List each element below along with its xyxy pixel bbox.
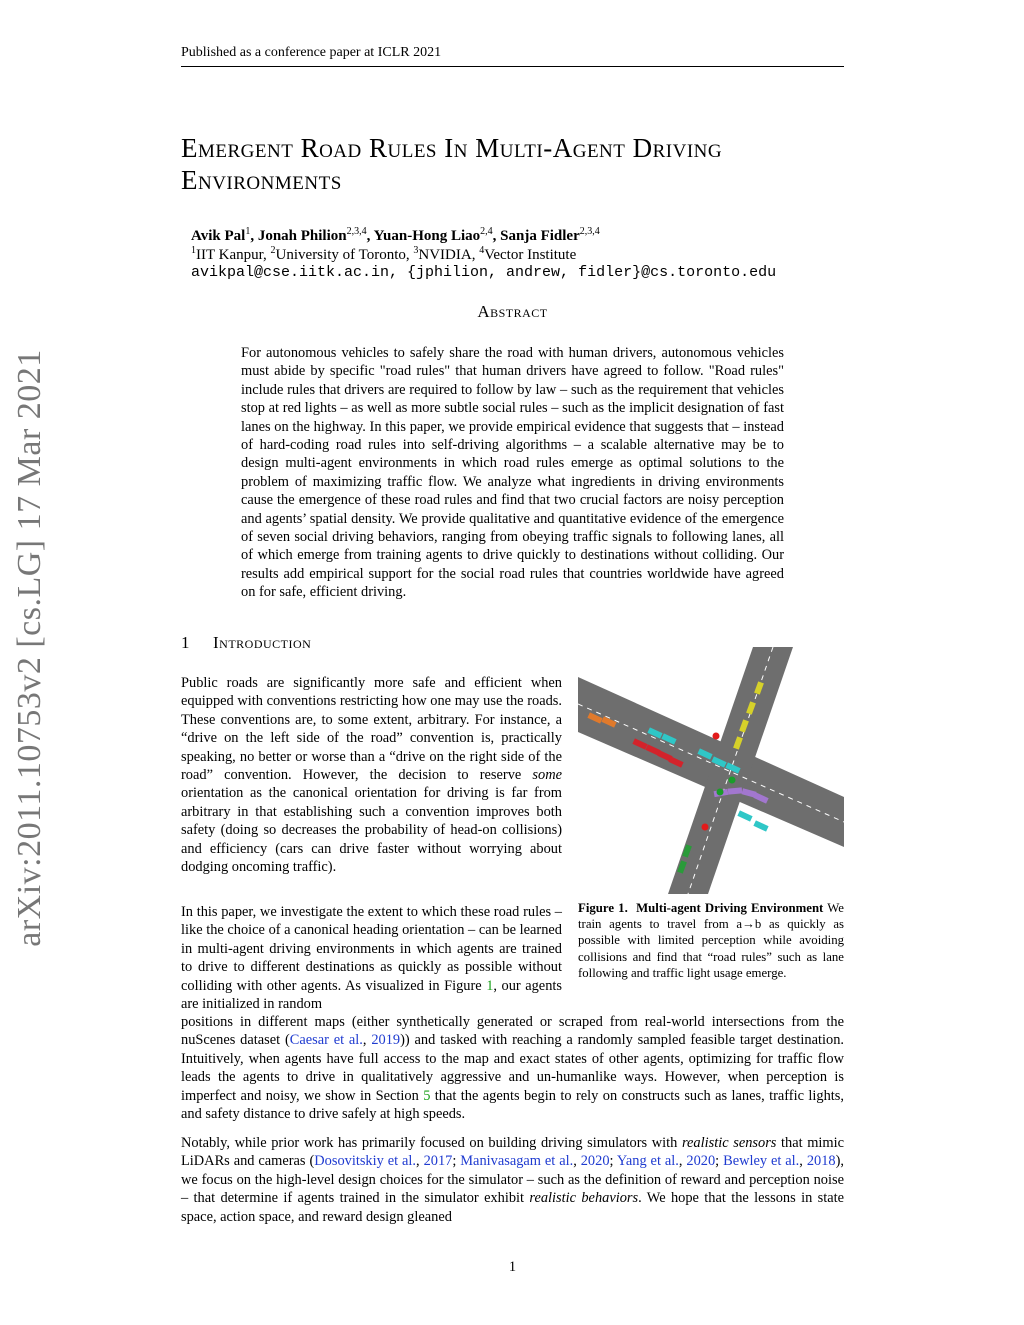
text-run: ;: [452, 1153, 461, 1170]
citation-year-link[interactable]: 2019: [371, 1032, 401, 1049]
section-number: 1: [181, 633, 190, 652]
traffic-light-red: [713, 733, 720, 740]
citation-link[interactable]: Caesar et al.: [289, 1032, 363, 1049]
text-run: ), we focus on the high-level design choices for the simulator – such as the definition of reward and perception noise – that determine if agents trained in the simulator exhibit: [181, 1153, 844, 1207]
text-run: that the agents begin to rely on constructs such as lanes, traffic lights, and safety distance to drive safely at high speeds.: [181, 1087, 844, 1123]
title-line-1: Emergent Road Rules In Multi-Agent Driving: [181, 133, 723, 163]
text-run: )) and tasked with reaching a randomly sampled feasible target destination. Intuitively, when agents have full access to the map and exact states of other agents, optimizing for traffic flow leads the agents to drive in qualitatively aggressive and un-humanlike ways. However, when perception is imperfect and noisy, we show in Section: [181, 1032, 844, 1104]
affiliation: Vector Institute: [484, 247, 577, 263]
text-run: ;: [715, 1153, 724, 1170]
traffic-light-green: [729, 777, 736, 784]
figure-1-intersection-render: [578, 647, 844, 894]
text-run: Notably, while prior work has primarily focused on building driving simulators with: [181, 1135, 682, 1151]
page-number: 1: [508, 1259, 517, 1275]
section-title: Introduction: [213, 633, 312, 652]
citation-year-link[interactable]: 2020: [686, 1153, 716, 1170]
intersection-diagram: [578, 647, 844, 894]
text-run: that mimic LiDARs and cameras (: [181, 1135, 844, 1170]
affil-sup: 4: [479, 245, 485, 256]
figure-reference-link[interactable]: 1: [486, 977, 494, 994]
text-run: Public roads are significantly more safe and efficient when equipped with conventions restricting how one may use the roads. These conventions are, to some extent, arbitrary. For instance, a “drive on the left side of the road” convention is, practically speaking, no better or worse than a “drive on the right side of the road” convention. However, the decision to reserve: [181, 675, 562, 784]
affiliations: $^1$IIT Kanpur, $^2$University of Toronto, $^3$NVIDIA, $^4$Vector Institute: [191, 245, 577, 263]
text-run: ;: [609, 1153, 617, 1170]
intro-paragraph-1: [181, 674, 562, 876]
text-run: ,: [416, 1153, 424, 1170]
author-list: Avik Pal$^1$, Jonah Philion$^{2,3,4}$, Yuan-Hong Liao$^{2,4}$, Sanja Fidler$^{2,3,4}$: [191, 226, 600, 244]
citation-year-link[interactable]: 2018: [806, 1153, 836, 1170]
intro-paragraph-3: [181, 1134, 844, 1226]
text-run: positions in different maps (either synthetically generated or scraped from real-world intersections from the nuScenes dataset (: [181, 1014, 844, 1049]
text-run: In this paper, we investigate the extent to which these road rules – like the choice of a canonical heading orientation – can be learned in multi-agent driving environments in which agents are trained to drive to different destinations as quickly as possible without colliding with other agents. As visualized in Figure: [181, 904, 562, 994]
title-line-2: Environments: [181, 165, 342, 195]
affiliation: NVIDIA: [418, 247, 472, 263]
running-header: Published as a conference paper at ICLR 2021: [181, 45, 442, 60]
abstract-body: For autonomous vehicles to safely share the road with human drivers, autonomous vehicles must abide by specific "road rules" that human drivers have agreed to follow. "Road rules" include rules that drivers are required to follow by law – such as the requirement that vehicles stop at red lights – as well as more subtle social rules – such as the implicit designation of fast lanes on the highway. In this paper, we provide empirical evidence that suggests that – instead of hard-coding road rules into self-driving algorithms – a scalable alternative may be to design multi-agent environments in which road rules emerge as optimal solutions to the problem of maximizing traffic flow. We analyze what ingredients in driving environments cause the emergence of these road rules and find that two crucial factors are noisy perception and agents’ spatial density. We provide qualitative and quantitative evidence of the emergence of seven social driving behaviors, ranging from obeying traffic signals to following lanes, all of which emerge from training agents to drive quickly to destinations without colliding. Our results add empirical support for the social road rules that countries worldwide have agreed on for safe, efficient driving.: [241, 345, 784, 601]
emphasis: some: [532, 767, 562, 784]
traffic-light-red: [702, 824, 709, 831]
citation-link[interactable]: Dosovitskiy et al.: [314, 1153, 417, 1170]
text-run: . We hope that the lessons in state space, action space, and reward design gleaned: [181, 1190, 844, 1225]
affil-sup: 1: [191, 245, 196, 256]
intro-paragraph-2-continued: [181, 1013, 844, 1123]
affiliation: IIT Kanpur: [196, 247, 264, 263]
citation-link[interactable]: Manivasagam et al.: [460, 1153, 574, 1170]
section-heading: [181, 633, 311, 653]
author-emails: avikpal@cse.iitk.ac.in, {jphilion, andrew, fidler}@cs.toronto.edu: [191, 264, 777, 281]
text-run: , our agents are initialized in random: [181, 977, 562, 1013]
caption-title: Multi-agent Driving Environment: [636, 901, 824, 915]
affiliation: University of Toronto: [275, 247, 406, 263]
citation-link[interactable]: Bewley et al.: [723, 1153, 800, 1170]
author-name: Jonah Philion: [257, 228, 347, 244]
author-name: Sanja Fidler: [500, 228, 580, 244]
text-run: ,: [573, 1153, 581, 1170]
figure-1-caption: [578, 900, 844, 981]
traffic-light-green: [717, 789, 724, 796]
emphasis: realistic sensors: [681, 1135, 777, 1151]
author-affil-sup: 2,3,4: [346, 226, 367, 237]
paper-title: [181, 132, 844, 196]
header-rule: [181, 66, 844, 67]
text-run: ,: [678, 1153, 687, 1170]
affil-sup: 3: [413, 245, 419, 256]
citation-year-link[interactable]: 2017: [423, 1153, 453, 1170]
section-reference-link[interactable]: 5: [423, 1087, 431, 1104]
author-affil-sup: 1: [245, 226, 251, 237]
author-name: Avik Pal: [191, 228, 246, 244]
abstract-heading: Abstract: [477, 302, 548, 321]
text-run: ,: [799, 1153, 807, 1170]
author-affil-sup: 2,3,4: [579, 226, 600, 237]
text-run: ,: [362, 1032, 372, 1049]
author-affil-sup: 2,4: [480, 226, 493, 237]
caption-label: Figure 1.: [578, 901, 628, 915]
citation-link[interactable]: Yang et al.: [616, 1153, 679, 1170]
author-name: Yuan-Hong Liao: [373, 228, 481, 244]
text-run: orientation as the canonical orientation for driving is far from arbitrary in that establishing such a convention improves both safety (doing so decreases the probability of head-on collisions) and efficiency (cars can drive faster without worrying about dodging oncoming traffic).: [181, 785, 562, 876]
emphasis: realistic behaviors: [529, 1190, 639, 1207]
arxiv-identifier: arXiv:2011.10753v2 [cs.LG] 17 Mar 2021: [11, 349, 48, 947]
citation-year-link[interactable]: 2020: [580, 1153, 610, 1170]
car-purple: [728, 787, 742, 794]
intro-paragraph-2-wrapped: [181, 903, 562, 1013]
affil-sup: 2: [270, 245, 276, 256]
caption-text: We train agents to travel from a→b as quickly as possible with limited perception while avoiding collisions and find that “road rules” such as lane following and traffic light usage emerge.: [578, 901, 844, 980]
